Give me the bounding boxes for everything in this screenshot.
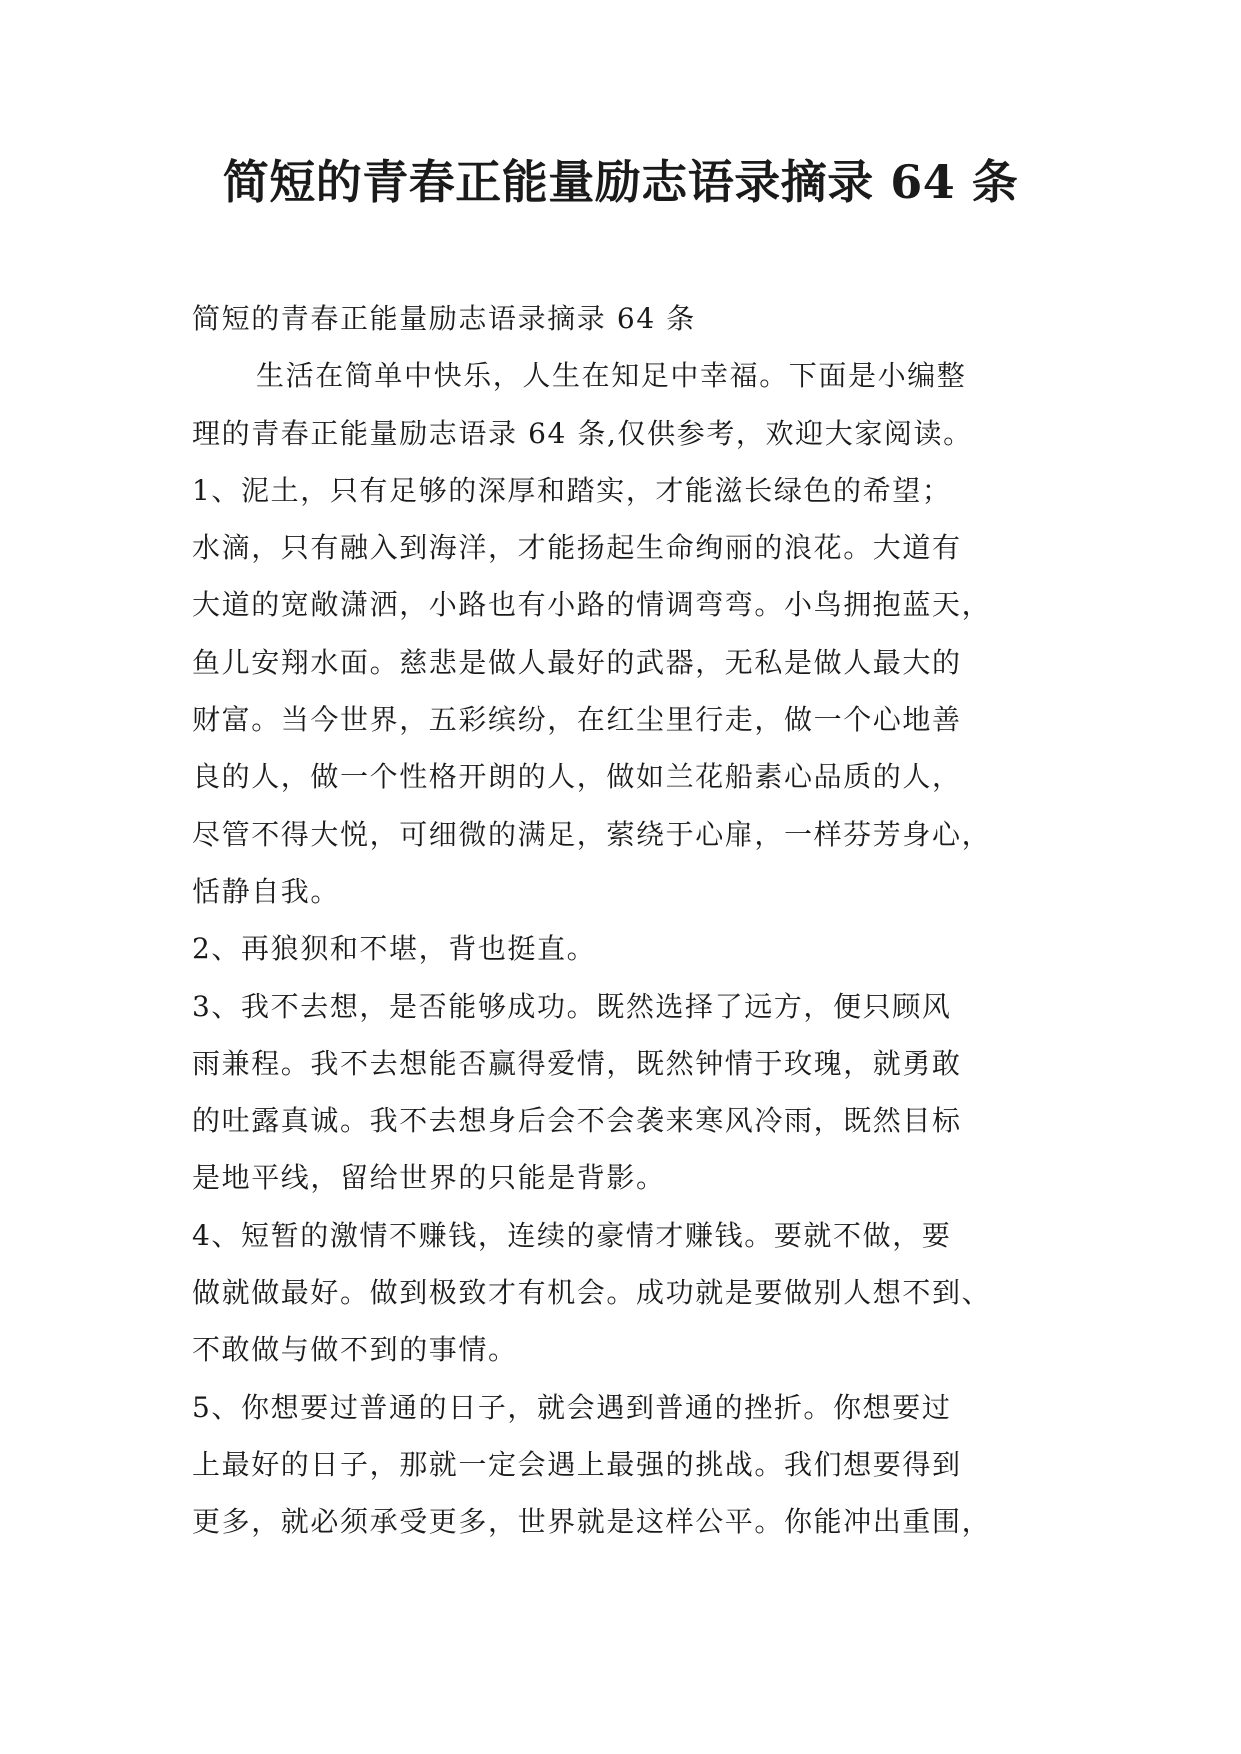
paragraph-line: 良的人，做一个性格开朗的人，做如兰花船素心品质的人， <box>192 760 962 794</box>
subtitle-line: 简短的青春正能量励志语录摘录 64 条 <box>192 302 696 335</box>
paragraph-line: 雨兼程。我不去想能否赢得爱情，既然钟情于玫瑰，就勇敢 <box>192 1046 962 1080</box>
paragraph-line: 不敢做与做不到的事情。 <box>192 1333 518 1367</box>
paragraph-line: 是地平线，留给世界的只能是背影。 <box>192 1161 666 1195</box>
paragraph-line: 恬静自我。 <box>192 874 341 908</box>
paragraph-line: 财富。当今世界，五彩缤纷，在红尘里行走，做一个心地善 <box>192 703 962 737</box>
paragraph-line: 3、我不去想，是否能够成功。既然选择了远方，便只顾风 <box>192 989 952 1023</box>
paragraph-line: 鱼儿安翔水面。慈悲是做人最好的武器，无私是做人最大的 <box>192 645 962 679</box>
intro-line: 生活在简单中快乐，人生在知足中幸福。下面是小编整 <box>256 359 967 393</box>
paragraph-line: 大道的宽敞潇洒，小路也有小路的情调弯弯。小鸟拥抱蓝天， <box>192 588 992 622</box>
paragraph-line: 水滴，只有融入到海洋，才能扬起生命绚丽的浪花。大道有 <box>192 531 962 565</box>
paragraph-line: 的吐露真诚。我不去想身后会不会袭来寒风冷雨，既然目标 <box>192 1104 962 1138</box>
paragraph-line: 5、你想要过普通的日子，就会遇到普通的挫折。你想要过 <box>192 1390 952 1424</box>
paragraph-line: 上最好的日子，那就一定会遇上最强的挑战。我们想要得到 <box>192 1447 962 1481</box>
paragraph-line: 尽管不得大悦，可细微的满足，萦绕于心扉，一样芬芳身心， <box>192 817 992 851</box>
paragraph-line: 4、短暂的激情不赚钱，连续的豪情才赚钱。要就不做，要 <box>192 1218 952 1252</box>
paragraph-line: 1、泥土，只有足够的深厚和踏实，才能滋长绿色的希望； <box>192 473 952 507</box>
intro-line: 理的青春正能量励志语录 64 条,仅供参考，欢迎大家阅读。 <box>192 416 973 450</box>
document-title: 简短的青春正能量励志语录摘录 64 条 <box>222 155 1019 209</box>
document-body <box>192 290 1062 1551</box>
paragraph-line: 更多，就必须承受更多，世界就是这样公平。你能冲出重围， <box>192 1505 992 1539</box>
paragraph-line: 2、再狼狈和不堪，背也挺直。 <box>192 932 597 966</box>
paragraph-line: 做就做最好。做到极致才有机会。成功就是要做别人想不到、 <box>192 1276 992 1310</box>
